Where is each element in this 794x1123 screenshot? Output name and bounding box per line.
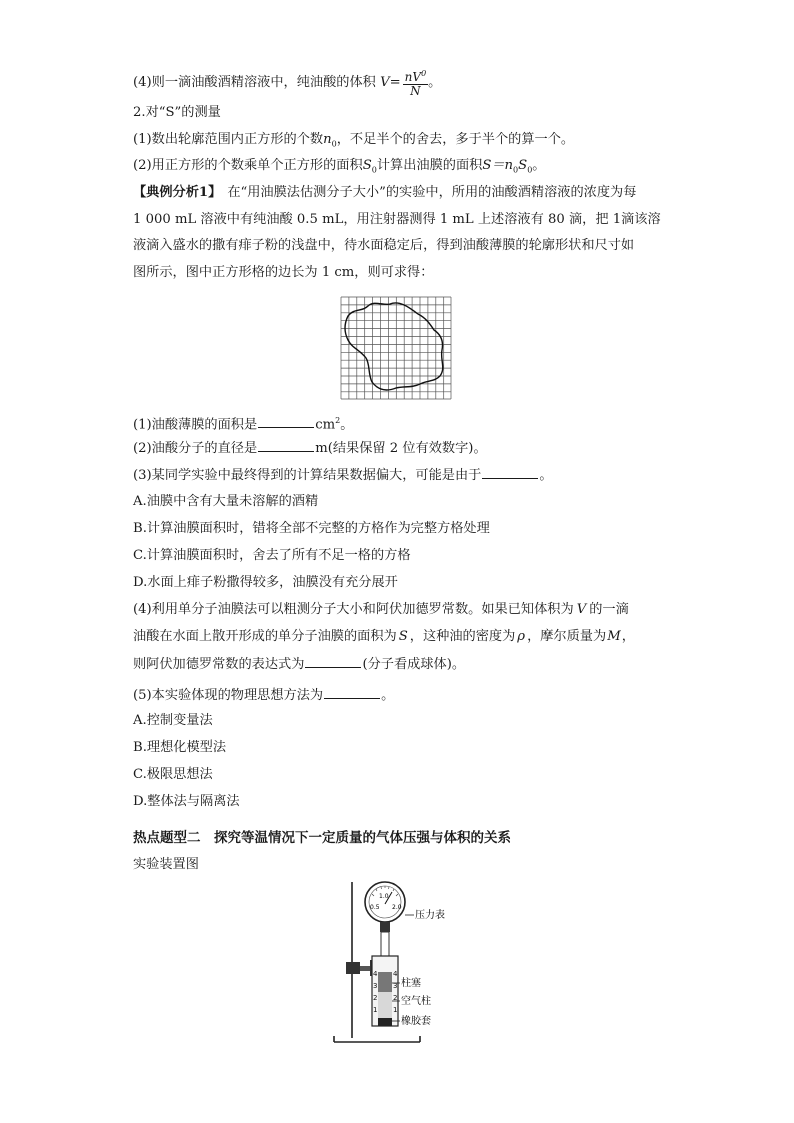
example-line-4: 图所示，图中正方形格的边长为 1 cm，则可求得：	[133, 265, 434, 280]
scale-right-2: 2	[393, 994, 398, 1002]
q4-density-var: ρ	[517, 629, 526, 644]
question-2-text: (2)油酸分子的直径是	[133, 441, 258, 456]
q4-mass-var: M	[607, 629, 621, 644]
s-measure-title: 2.对“S”的测量	[133, 105, 221, 120]
gauge-label-right: 2.0	[392, 904, 402, 911]
question-1-unit: cm	[315, 417, 336, 433]
s-step-1-end: ，不足半个的舍去，多于半个的算一个。	[336, 132, 575, 147]
s-step-2	[133, 157, 545, 180]
oil-film-grid-figure	[340, 296, 452, 400]
q5-option-b: B.理想化模型法	[133, 740, 227, 755]
question-3-end: 。	[539, 468, 553, 483]
question-1	[133, 412, 353, 434]
volume-formula-text: (4)则一滴油酸酒精溶液中，纯油酸的体积	[133, 75, 376, 90]
question-4-line-1	[133, 601, 629, 619]
s-step-2-text: (2)用正方形的个数乘单个正方形的面积	[133, 158, 363, 173]
scale-right-3: 3	[393, 982, 398, 990]
scale-left-1: 1	[373, 1006, 378, 1014]
scale-left-3: 3	[373, 982, 378, 990]
question-1-end: 。	[340, 417, 354, 433]
q3-option-a: A.油膜中含有大量未溶解的酒精	[133, 494, 319, 509]
apparatus-figure	[330, 880, 480, 1050]
question-4-line-3	[133, 655, 465, 674]
q3-option-b: B.计算油膜面积时，错将全部不完整的方格作为完整方格处理	[133, 521, 490, 536]
plunger	[378, 972, 392, 992]
q3-option-c: C.计算油膜面积时，舍去了所有不足一格的方格	[133, 548, 411, 563]
area-formula-sub2: 0	[527, 165, 533, 175]
answer-blank-3[interactable]	[482, 466, 538, 479]
scale-left-2: 2	[373, 994, 378, 1002]
q3-option-d: D.水面上痱子粉撒得较多，油膜没有充分展开	[133, 575, 398, 590]
volume-var: V	[380, 75, 390, 90]
gauge-label-mid: 1.0	[379, 893, 389, 900]
question-4-text-f: ，	[621, 629, 635, 644]
question-4-end: (分子看成球体)。	[362, 657, 466, 672]
scale-right-1: 1	[393, 1006, 398, 1014]
plunger-rod	[381, 932, 389, 956]
answer-blank-5[interactable]	[324, 686, 380, 699]
volume-fraction	[403, 67, 429, 98]
area-formula-tail: S	[518, 158, 528, 173]
example-line-3: 液滴入盛水的撒有痱子粉的浅盘中，待水面稳定后，得到油酸薄膜的轮廓形状和尺寸如	[133, 238, 635, 253]
s-step-2-mid: 计算出油膜的面积	[376, 158, 483, 173]
question-4-text-b: 的一滴	[589, 602, 629, 617]
q4-volume-var: V	[576, 602, 587, 617]
s0-sub: 0	[371, 165, 377, 175]
clamp-left	[346, 962, 360, 974]
air-column	[378, 992, 392, 1018]
q5-option-a: A.控制变量法	[133, 713, 213, 728]
question-2-end: m(结果保留 2 位有效数字)。	[315, 441, 487, 456]
rubber-cap	[378, 1018, 392, 1026]
q5-option-d: D.整体法与隔离法	[133, 794, 240, 809]
label-air-column: 空气柱	[401, 996, 431, 1007]
s0-var: S	[362, 158, 372, 173]
volume-formula-end: 。	[428, 75, 442, 90]
fraction-numerator-sup: 0	[421, 69, 427, 78]
example-label: 【典例分析1】	[133, 185, 222, 200]
gauge-label-left: 0.5	[370, 904, 380, 911]
area-formula-sub: 0	[513, 165, 519, 175]
q4-area-var: S	[398, 629, 408, 644]
question-4-text-a: (4)利用单分子油膜法可以粗测分子大小和阿伏加德罗常数。如果已知体积为	[133, 602, 574, 617]
question-4-text-e: ，摩尔质量为	[527, 629, 607, 644]
answer-blank-4[interactable]	[305, 655, 361, 668]
question-5-end: 。	[381, 688, 395, 703]
s-step-1	[133, 131, 574, 154]
question-4-text-g: 则阿伏加德罗常数的表达式为	[133, 657, 305, 672]
question-5-text: (5)本实验体现的物理思想方法为	[133, 688, 324, 703]
question-5	[133, 686, 394, 705]
section-2-heading: 热点题型二 探究等温情况下一定质量的气体压强与体积的关系	[133, 830, 511, 846]
apparatus-subheading: 实验装置图	[133, 857, 199, 872]
volume-formula-line	[133, 67, 441, 98]
equals-sign: =	[389, 75, 401, 90]
example-text-1: 在“用油膜法估测分子大小”的实验中，所用的油酸酒精溶液的浓度为每	[227, 185, 637, 200]
question-4-line-2	[133, 628, 635, 646]
question-1-text: (1)油酸薄膜的面积是	[133, 417, 258, 433]
n0-var: n	[323, 132, 332, 147]
q5-option-c: C.极限思想法	[133, 767, 213, 782]
n0-sub: 0	[331, 139, 337, 149]
label-rubber-cap: 橡胶套	[401, 1016, 431, 1027]
s-step-1-text: (1)数出轮廓范围内正方形的个数	[133, 132, 324, 147]
question-3	[133, 466, 553, 485]
fraction-denominator: N	[410, 84, 421, 98]
label-gauge: 压力表	[415, 910, 445, 921]
question-2	[133, 439, 487, 458]
label-plunger: 柱塞	[401, 978, 421, 989]
question-3-text: (3)某同学实验中最终得到的计算结果数据偏大，可能是由于	[133, 468, 482, 483]
question-4-text-c: 油酸在水面上散开形成的单分子油膜的面积为	[133, 629, 397, 644]
grid-lines	[341, 297, 451, 399]
example-line-1	[133, 184, 636, 202]
fraction-numerator: nV	[404, 70, 422, 84]
s-step-2-end: 。	[532, 158, 546, 173]
question-1-unit-sup: 2	[335, 416, 341, 425]
gauge-connector	[380, 922, 390, 932]
question-4-text-d: ，这种油的密度为	[409, 629, 516, 644]
answer-blank-2[interactable]	[258, 439, 314, 452]
example-line-2: 1 000 mL 溶液中有纯油酸 0.5 mL，用注射器测得 1 mL 上述溶液有 80 滴，把 1滴该溶	[133, 212, 661, 227]
scale-right-4: 4	[393, 970, 398, 978]
answer-blank-1[interactable]	[258, 415, 314, 428]
area-formula: S＝n	[482, 158, 514, 173]
scale-left-4: 4	[373, 970, 378, 978]
